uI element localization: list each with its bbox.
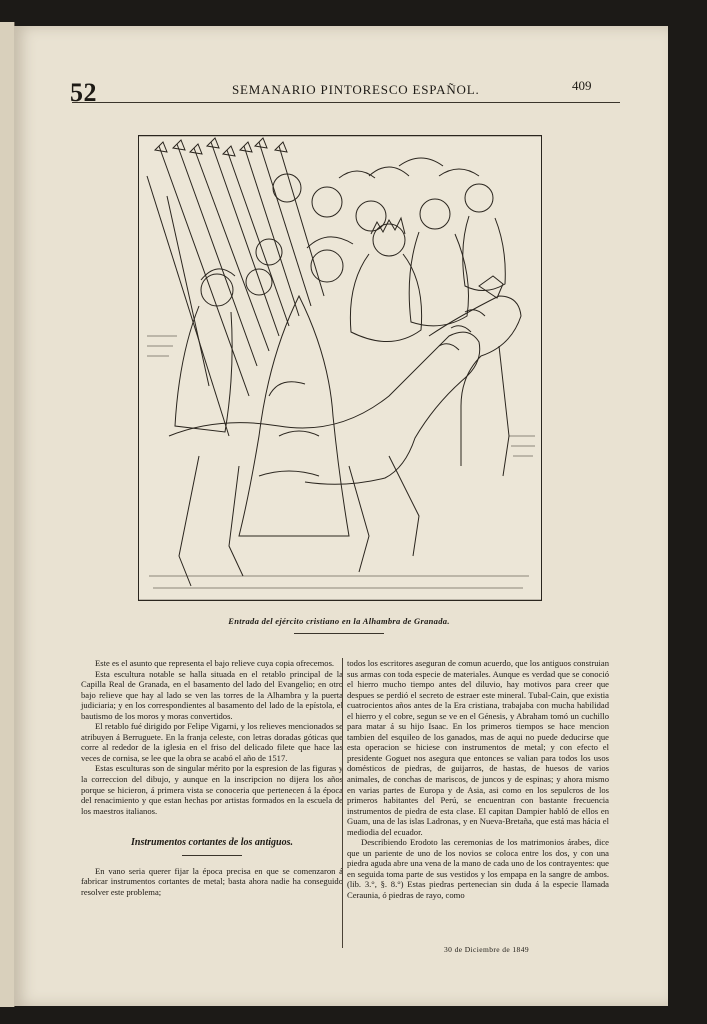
page-header (14, 26, 668, 116)
section-rule (182, 855, 242, 856)
caption-rule (294, 633, 384, 634)
page-number: 409 (572, 78, 592, 93)
column-divider (342, 658, 343, 948)
previous-page-edge (0, 22, 15, 1007)
left-column (81, 658, 343, 897)
newspaper-page (14, 26, 668, 1006)
paragraph: En vano seria querer fijar la época precisa en que se comenzaron á fabricar instrumentos cortantes de metal; basta ahora nadie ha conseguido resolver este problema; (81, 865, 343, 897)
section-title: Instrumentos cortantes de los antiguos. (131, 837, 293, 849)
paragraph: Este es el asunto que representa el bajo relieve cuya copia ofrecemos. (95, 658, 335, 668)
header-rule (72, 102, 620, 103)
paragraph: Estas esculturas son de singular mérito por la espresion de las figuras y la correccion del dibujo, y aunque en la inscripcion no dijera los años porque se hicieron, á primera vista se conoceria que pertenecen á la época del renacimiento y que estan hechas por artistas formados en la escuela de los maestros italianos. (81, 763, 343, 816)
journal-title: SEMANARIO PINTORESCO ESPAÑOL. (232, 82, 480, 97)
paragraph: El retablo fué dirigido por Felipe Vigarni, y los relieves mencionados se atribuyen á Berruguete. En la franja celeste, con letras doradas góticas que corre al rededor de la iglesia en el friso del delicado filete que hace las veces de cornisa, se lee que la obra se acabó el año de 1517. (81, 721, 343, 763)
issue-number: 52 (70, 78, 97, 107)
figure-caption: Entrada del ejército cristiano en la Alhambra de Granada. (228, 616, 450, 626)
paragraph: Esta escultura notable se halla situada en el retablo principal de la Capilla Real de Granada, en el basamento del lado del Evangelio; en otro bajo relieve que hay al lado se ven las torres de la Alhambra y la puerta judiciaria; y en los correspondientes al basamento del lado de la epístola, el bautismo de los moros y moras convertidos. (81, 668, 343, 721)
engraving-illustration (138, 135, 542, 601)
procession-engraving-icon (139, 136, 541, 600)
paragraph: Describiendo Erodoto las ceremonias de los matrimonios árabes, dice que un pariente de uno de los novios se coloca entre los dos, y con una piedra aguda abre una vena de la mano de cada uno de los contrayentes: que en seguida toma parte de sus vestidos y los empapa en la sangre de ambos. (lib. 3.°, §. 8.°) Estas piedras pertenecian sin duda á la especie llamada Ceraunia, ó piedras de rayo, como (347, 837, 609, 901)
paragraph: todos los escritores aseguran de comun acuerdo, que los antiguos construian sus armas con toda especie de materiales. Aunque es verdad que se conoció el hierro mucho tiempo antes del diluvio, hay motivos para creer que despues se perdió el secreto de estraer este mineral. Tubal-Cain, que existia cuatrocientos años antes de la Era cristiana, trabajaba con mucha habilidad el hierro y el cobre, segun se ve en el Génesis, y Abraham tomó un cuchillo para matar á su hijo Isaac. En los primeros tiempos se hace mencion tambien del esquileo de los ganados, mas de aqui no puede deducirse que esta operacion se hiciese con instrumentos de metal; y con efecto el presidente Goguet nos asegura que entonces se valian para todos los usos domésticos de piedras, de guijarros, de hastas, de huesos de varios animales, de conchas de mariscos, de juncos y de espinas; y ahora mismo en varias partes de Europa y de Asia, asi como en los sepulcros de los primeros habitantes del Perú, se encuentran con bastante frecuencia instrumentos de piedra de esta clase. El capitan Dampier habló de ellos en Guam, una de las islas Ladronas, y en Nueva-Bretaña, que está mas hácia el mediodia del ecuador. (347, 658, 609, 837)
issue-date: 30 de Diciembre de 1849 (444, 945, 530, 954)
right-column (347, 658, 609, 901)
